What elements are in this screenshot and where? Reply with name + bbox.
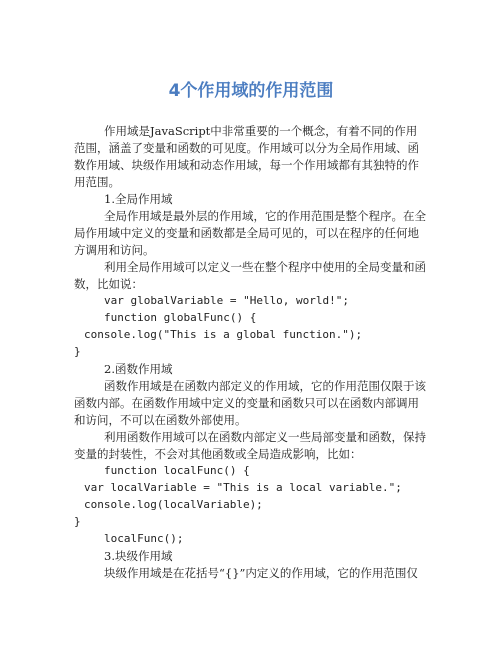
paragraph-line: 数作用域、块级作用域和动态作用域，每一个作用域都有其独特的作 <box>74 158 419 172</box>
code-line: function globalFunc() { <box>104 311 257 324</box>
paragraph-line: 用范围。 <box>74 175 120 189</box>
section-heading: 3.块级作用域 <box>104 549 173 563</box>
code-line: var localVariable = "This is a local variable."; <box>84 481 402 494</box>
code-line: function localFunc() { <box>104 464 250 477</box>
paragraph-line: 函数作用域是在函数内部定义的作用域，它的作用范围仅限于该 <box>104 379 426 393</box>
paragraph-line: 数，比如说： <box>74 277 143 291</box>
code-line: } <box>74 345 81 358</box>
paragraph-line: 局作用域中定义的变量和函数都是全局可见的，可以在程序的任何地 <box>74 226 419 240</box>
code-line: localFunc(); <box>104 532 184 545</box>
page-title: 4个作用域的作用范围 <box>168 81 334 101</box>
code-line: var globalVariable = "Hello, world!"; <box>104 294 350 307</box>
paragraph-line: 和访问，不可以在函数外部使用。 <box>74 413 247 427</box>
paragraph-line: 作用域是JavaScript中非常重要的一个概念，有着不同的作用 <box>104 124 418 138</box>
paragraph-line: 变量的封装性，不会对其他函数或全局造成影响，比如： <box>74 447 362 461</box>
paragraph-line: 利用全局作用域可以定义一些在整个程序中使用的全局变量和函 <box>104 260 426 274</box>
paragraph-line: 方调用和访问。 <box>74 243 155 257</box>
paragraph-line: 函数内部。在函数作用域中定义的变量和函数只可以在函数内部调用 <box>74 396 419 410</box>
code-line: console.log(localVariable); <box>84 498 263 511</box>
paragraph-line: 利用函数作用域可以在函数内部定义一些局部变量和函数，保持 <box>104 430 426 444</box>
section-heading: 2.函数作用域 <box>104 362 173 376</box>
paragraph-line: 块级作用域是在花括号“{}”内定义的作用域，它的作用范围仅 <box>104 566 418 580</box>
code-line: } <box>74 515 81 528</box>
paragraph-line: 范围，涵盖了变量和函数的可见度。作用域可以分为全局作用域、函 <box>74 141 419 155</box>
paragraph-line: 全局作用域是最外层的作用域，它的作用范围是整个程序。在全 <box>104 209 426 223</box>
section-heading: 1.全局作用域 <box>104 192 173 206</box>
code-line: console.log("This is a global function."); <box>84 328 363 341</box>
